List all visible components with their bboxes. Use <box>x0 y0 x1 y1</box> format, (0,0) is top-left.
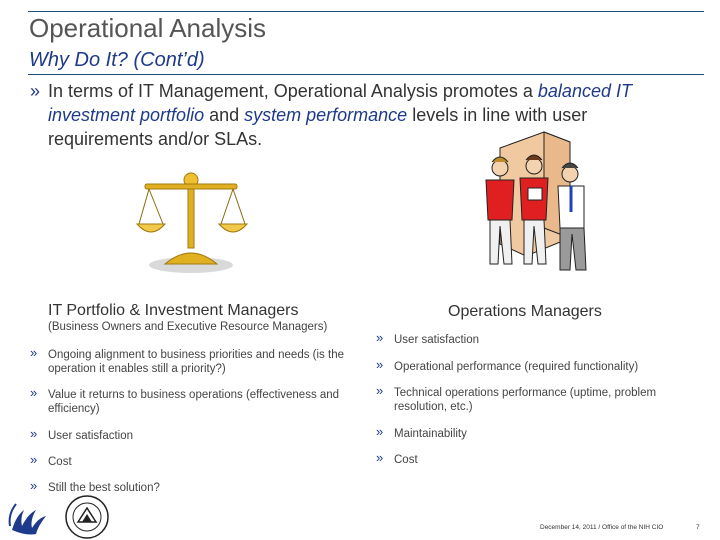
left-item-text: Value it returns to business operations (effectiveness and efficiency) <box>48 389 340 415</box>
bullet-marker: » <box>376 383 384 398</box>
intro-part2: and <box>204 105 245 125</box>
intro-emphasis-portfolio: balanced IT investment portfolio <box>48 81 632 125</box>
left-column-subheading: (Business Owners and Executive Resource Managers) <box>48 321 328 333</box>
intro-part3: levels in line with user requirements and/or SLAs. <box>48 105 588 149</box>
page-subtitle: Why Do It? (Cont’d) <box>29 49 205 71</box>
subtitle-rule <box>28 74 704 75</box>
left-item-text: Ongoing alignment to business priorities and needs (is the operation it enables still a priority?) <box>48 349 344 375</box>
left-item-2 <box>30 385 350 416</box>
intro-part1: In terms of IT Management, Operational Analysis promotes a <box>48 81 538 101</box>
bullet-marker: » <box>376 357 384 372</box>
right-item-3 <box>376 383 676 414</box>
footer-text: December 14, 2011 / Office of the NIH CIO <box>540 524 664 531</box>
bullet-marker: » <box>30 345 38 360</box>
right-item-5 <box>376 450 676 467</box>
bullet-marker: » <box>30 478 38 493</box>
left-item-text: Cost <box>48 456 72 468</box>
right-item-text: User satisfaction <box>394 334 480 346</box>
bullet-marker: » <box>30 385 38 400</box>
bullet-marker: » <box>30 452 38 467</box>
right-item-text: Cost <box>394 454 418 466</box>
right-item-4 <box>376 424 676 441</box>
business-people-icon <box>478 128 598 276</box>
right-item-text: Operational performance (required functionality) <box>394 361 639 373</box>
right-column-heading: Operations Managers <box>448 303 602 320</box>
bullet-marker: » <box>376 424 384 439</box>
bullet-marker: » <box>376 330 384 345</box>
left-item-text: User satisfaction <box>48 430 134 442</box>
page-title: Operational Analysis <box>29 13 267 43</box>
right-item-1 <box>376 330 676 347</box>
left-item-4 <box>30 452 350 469</box>
bullet-marker: » <box>30 426 38 441</box>
nih-seal-icon <box>64 494 110 540</box>
bullet-marker: » <box>30 81 41 101</box>
top-rule <box>28 11 704 12</box>
left-item-1 <box>30 345 350 376</box>
left-item-5 <box>30 478 350 495</box>
right-item-2 <box>376 357 676 374</box>
right-item-text: Maintainability <box>394 428 467 440</box>
left-item-3 <box>30 426 350 443</box>
left-column-heading: IT Portfolio & Investment Managers <box>48 302 299 319</box>
scales-icon <box>135 168 255 276</box>
bullet-marker: » <box>376 450 384 465</box>
hhs-logo-icon <box>6 496 50 538</box>
left-item-text: Still the best solution? <box>48 482 160 494</box>
right-item-text: Technical operations performance (uptime, problem resolution, etc.) <box>394 387 657 413</box>
intro-emphasis-performance: system performance <box>244 105 408 125</box>
page-number: 7 <box>696 524 700 531</box>
